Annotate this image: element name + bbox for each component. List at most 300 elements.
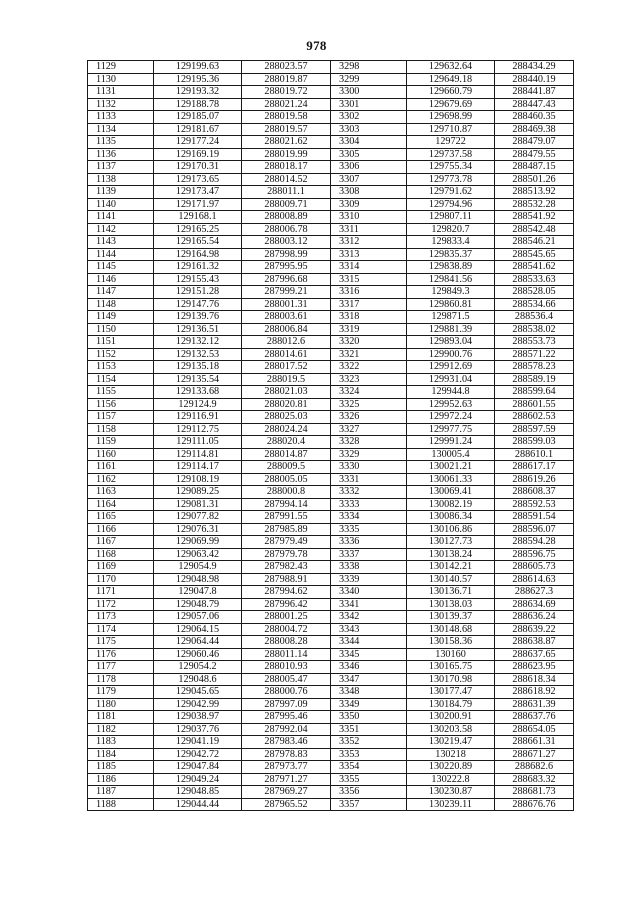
table-row xyxy=(88,173,574,186)
y-coordinate-cell: 288006.78 xyxy=(242,223,331,236)
y-coordinate-cell: 288618.34 xyxy=(495,673,574,686)
y-coordinate-cell: 287979.78 xyxy=(242,548,331,561)
point-number-cell: 3310 xyxy=(331,211,407,224)
y-coordinate-cell: 288682.6 xyxy=(495,761,574,774)
x-coordinate-cell: 129737.58 xyxy=(407,148,495,161)
y-coordinate-cell: 288434.29 xyxy=(495,61,574,74)
point-number-cell: 3331 xyxy=(331,473,407,486)
point-number-cell: 3355 xyxy=(331,773,407,786)
x-coordinate-cell: 129135.54 xyxy=(154,373,242,386)
y-coordinate-cell: 288479.55 xyxy=(495,148,574,161)
y-coordinate-cell: 287996.68 xyxy=(242,273,331,286)
point-number-cell: 3334 xyxy=(331,511,407,524)
y-coordinate-cell: 288545.65 xyxy=(495,248,574,261)
point-number-cell: 1169 xyxy=(88,561,154,574)
point-number-cell: 3300 xyxy=(331,86,407,99)
x-coordinate-cell: 129188.78 xyxy=(154,98,242,111)
point-number-cell: 3329 xyxy=(331,448,407,461)
x-coordinate-cell: 129037.76 xyxy=(154,723,242,736)
point-number-cell: 3344 xyxy=(331,636,407,649)
point-number-cell: 3352 xyxy=(331,736,407,749)
point-number-cell: 3323 xyxy=(331,373,407,386)
x-coordinate-cell: 129047.84 xyxy=(154,761,242,774)
table-row xyxy=(88,423,574,436)
table-row xyxy=(88,698,574,711)
x-coordinate-cell: 130082.19 xyxy=(407,498,495,511)
point-number-cell: 1151 xyxy=(88,336,154,349)
y-coordinate-cell: 288021.62 xyxy=(242,136,331,149)
y-coordinate-cell: 287999.21 xyxy=(242,286,331,299)
y-coordinate-cell: 288631.39 xyxy=(495,698,574,711)
point-number-cell: 3325 xyxy=(331,398,407,411)
x-coordinate-cell: 130148.68 xyxy=(407,623,495,636)
point-number-cell: 3351 xyxy=(331,723,407,736)
point-number-cell: 3317 xyxy=(331,298,407,311)
point-number-cell: 3318 xyxy=(331,311,407,324)
table-row xyxy=(88,436,574,449)
x-coordinate-cell: 130005.4 xyxy=(407,448,495,461)
y-coordinate-cell: 287991.55 xyxy=(242,511,331,524)
point-number-cell: 3302 xyxy=(331,111,407,124)
point-number-cell: 3339 xyxy=(331,573,407,586)
y-coordinate-cell: 288589.19 xyxy=(495,373,574,386)
point-number-cell: 1161 xyxy=(88,461,154,474)
y-coordinate-cell: 288591.54 xyxy=(495,511,574,524)
y-coordinate-cell: 288513.92 xyxy=(495,186,574,199)
y-coordinate-cell: 288003.12 xyxy=(242,236,331,249)
y-coordinate-cell: 288602.53 xyxy=(495,411,574,424)
x-coordinate-cell: 129841.56 xyxy=(407,273,495,286)
table-row xyxy=(88,373,574,386)
table-row xyxy=(88,598,574,611)
x-coordinate-cell: 129045.65 xyxy=(154,686,242,699)
y-coordinate-cell: 288010.93 xyxy=(242,661,331,674)
x-coordinate-cell: 129185.07 xyxy=(154,111,242,124)
x-coordinate-cell: 130069.41 xyxy=(407,486,495,499)
point-number-cell: 3314 xyxy=(331,261,407,274)
table-row xyxy=(88,711,574,724)
x-coordinate-cell: 130222.8 xyxy=(407,773,495,786)
y-coordinate-cell: 287973.77 xyxy=(242,761,331,774)
y-coordinate-cell: 288634.69 xyxy=(495,598,574,611)
x-coordinate-cell: 129972.24 xyxy=(407,411,495,424)
x-coordinate-cell: 129064.15 xyxy=(154,623,242,636)
point-number-cell: 1181 xyxy=(88,711,154,724)
table-row xyxy=(88,448,574,461)
x-coordinate-cell: 129135.18 xyxy=(154,361,242,374)
y-coordinate-cell: 288608.37 xyxy=(495,486,574,499)
y-coordinate-cell: 288533.63 xyxy=(495,273,574,286)
point-number-cell: 3327 xyxy=(331,423,407,436)
y-coordinate-cell: 288020.81 xyxy=(242,398,331,411)
y-coordinate-cell: 288596.75 xyxy=(495,548,574,561)
y-coordinate-cell: 288681.73 xyxy=(495,786,574,799)
x-coordinate-cell: 129111.05 xyxy=(154,436,242,449)
point-number-cell: 1144 xyxy=(88,248,154,261)
table-row xyxy=(88,536,574,549)
y-coordinate-cell: 288020.4 xyxy=(242,436,331,449)
table-row xyxy=(88,323,574,336)
point-number-cell: 1131 xyxy=(88,86,154,99)
y-coordinate-cell: 288019.57 xyxy=(242,123,331,136)
x-coordinate-cell: 129132.12 xyxy=(154,336,242,349)
point-number-cell: 3299 xyxy=(331,73,407,86)
x-coordinate-cell: 129199.63 xyxy=(154,61,242,74)
table-row xyxy=(88,461,574,474)
point-number-cell: 1186 xyxy=(88,773,154,786)
y-coordinate-cell: 287998.99 xyxy=(242,248,331,261)
table-row xyxy=(88,586,574,599)
y-coordinate-cell: 288599.64 xyxy=(495,386,574,399)
x-coordinate-cell: 129139.76 xyxy=(154,311,242,324)
x-coordinate-cell: 129164.98 xyxy=(154,248,242,261)
coordinates-table-body xyxy=(88,61,574,811)
table-row xyxy=(88,298,574,311)
table-row xyxy=(88,123,574,136)
point-number-cell: 1134 xyxy=(88,123,154,136)
point-number-cell: 1140 xyxy=(88,198,154,211)
x-coordinate-cell: 129048.85 xyxy=(154,786,242,799)
point-number-cell: 1167 xyxy=(88,536,154,549)
x-coordinate-cell: 129698.99 xyxy=(407,111,495,124)
point-number-cell: 1136 xyxy=(88,148,154,161)
point-number-cell: 1158 xyxy=(88,423,154,436)
point-number-cell: 1150 xyxy=(88,323,154,336)
x-coordinate-cell: 129048.98 xyxy=(154,573,242,586)
table-row xyxy=(88,636,574,649)
y-coordinate-cell: 288012.6 xyxy=(242,336,331,349)
y-coordinate-cell: 288009.5 xyxy=(242,461,331,474)
y-coordinate-cell: 287978.83 xyxy=(242,748,331,761)
table-row xyxy=(88,573,574,586)
point-number-cell: 3349 xyxy=(331,698,407,711)
x-coordinate-cell: 129900.76 xyxy=(407,348,495,361)
x-coordinate-cell: 129136.51 xyxy=(154,323,242,336)
y-coordinate-cell: 288017.52 xyxy=(242,361,331,374)
point-number-cell: 3298 xyxy=(331,61,407,74)
x-coordinate-cell: 129931.04 xyxy=(407,373,495,386)
table-row xyxy=(88,798,574,811)
y-coordinate-cell: 288639.22 xyxy=(495,623,574,636)
x-coordinate-cell: 129173.65 xyxy=(154,173,242,186)
y-coordinate-cell: 287982.43 xyxy=(242,561,331,574)
x-coordinate-cell: 129133.68 xyxy=(154,386,242,399)
point-number-cell: 1155 xyxy=(88,386,154,399)
y-coordinate-cell: 288683.32 xyxy=(495,773,574,786)
y-coordinate-cell: 287995.95 xyxy=(242,261,331,274)
point-number-cell: 1176 xyxy=(88,648,154,661)
y-coordinate-cell: 287995.46 xyxy=(242,711,331,724)
table-row xyxy=(88,623,574,636)
point-number-cell: 1184 xyxy=(88,748,154,761)
point-number-cell: 1162 xyxy=(88,473,154,486)
y-coordinate-cell: 288018.17 xyxy=(242,161,331,174)
point-number-cell: 1141 xyxy=(88,211,154,224)
x-coordinate-cell: 129871.5 xyxy=(407,311,495,324)
y-coordinate-cell: 288578.23 xyxy=(495,361,574,374)
y-coordinate-cell: 288005.05 xyxy=(242,473,331,486)
x-coordinate-cell: 130203.58 xyxy=(407,723,495,736)
table-row xyxy=(88,98,574,111)
table-row xyxy=(88,186,574,199)
point-number-cell: 1137 xyxy=(88,161,154,174)
y-coordinate-cell: 287994.62 xyxy=(242,586,331,599)
y-coordinate-cell: 288601.55 xyxy=(495,398,574,411)
table-row xyxy=(88,761,574,774)
x-coordinate-cell: 129171.97 xyxy=(154,198,242,211)
y-coordinate-cell: 288014.61 xyxy=(242,348,331,361)
x-coordinate-cell: 129944.8 xyxy=(407,386,495,399)
x-coordinate-cell: 129170.31 xyxy=(154,161,242,174)
point-number-cell: 1157 xyxy=(88,411,154,424)
point-number-cell: 1147 xyxy=(88,286,154,299)
y-coordinate-cell: 288000.8 xyxy=(242,486,331,499)
point-number-cell: 1149 xyxy=(88,311,154,324)
table-row xyxy=(88,661,574,674)
y-coordinate-cell: 288623.95 xyxy=(495,661,574,674)
point-number-cell: 1166 xyxy=(88,523,154,536)
point-number-cell: 3306 xyxy=(331,161,407,174)
table-row xyxy=(88,386,574,399)
y-coordinate-cell: 288546.21 xyxy=(495,236,574,249)
x-coordinate-cell: 129860.81 xyxy=(407,298,495,311)
point-number-cell: 3346 xyxy=(331,661,407,674)
table-row xyxy=(88,648,574,661)
y-coordinate-cell: 288541.92 xyxy=(495,211,574,224)
point-number-cell: 3315 xyxy=(331,273,407,286)
x-coordinate-cell: 130158.36 xyxy=(407,636,495,649)
x-coordinate-cell: 129132.53 xyxy=(154,348,242,361)
x-coordinate-cell: 130170.98 xyxy=(407,673,495,686)
point-number-cell: 3330 xyxy=(331,461,407,474)
y-coordinate-cell: 288019.58 xyxy=(242,111,331,124)
point-number-cell: 3333 xyxy=(331,498,407,511)
x-coordinate-cell: 129042.72 xyxy=(154,748,242,761)
y-coordinate-cell: 288011.14 xyxy=(242,648,331,661)
x-coordinate-cell: 129173.47 xyxy=(154,186,242,199)
y-coordinate-cell: 288023.57 xyxy=(242,61,331,74)
x-coordinate-cell: 129063.42 xyxy=(154,548,242,561)
point-number-cell: 3321 xyxy=(331,348,407,361)
x-coordinate-cell: 129049.24 xyxy=(154,773,242,786)
x-coordinate-cell: 129089.25 xyxy=(154,486,242,499)
x-coordinate-cell: 129076.31 xyxy=(154,523,242,536)
x-coordinate-cell: 129054.9 xyxy=(154,561,242,574)
point-number-cell: 1177 xyxy=(88,661,154,674)
y-coordinate-cell: 288019.87 xyxy=(242,73,331,86)
point-number-cell: 1143 xyxy=(88,236,154,249)
table-row xyxy=(88,473,574,486)
point-number-cell: 3305 xyxy=(331,148,407,161)
x-coordinate-cell: 130219.47 xyxy=(407,736,495,749)
y-coordinate-cell: 288479.07 xyxy=(495,136,574,149)
y-coordinate-cell: 288532.28 xyxy=(495,198,574,211)
y-coordinate-cell: 288487.15 xyxy=(495,161,574,174)
table-row xyxy=(88,336,574,349)
table-row xyxy=(88,211,574,224)
table-row xyxy=(88,498,574,511)
x-coordinate-cell: 129833.4 xyxy=(407,236,495,249)
x-coordinate-cell: 129893.04 xyxy=(407,336,495,349)
x-coordinate-cell: 129048.6 xyxy=(154,673,242,686)
table-row xyxy=(88,286,574,299)
y-coordinate-cell: 288614.63 xyxy=(495,573,574,586)
y-coordinate-cell: 287996.42 xyxy=(242,598,331,611)
y-coordinate-cell: 288536.4 xyxy=(495,311,574,324)
table-row xyxy=(88,236,574,249)
table-row xyxy=(88,748,574,761)
point-number-cell: 3303 xyxy=(331,123,407,136)
point-number-cell: 1135 xyxy=(88,136,154,149)
y-coordinate-cell: 288005.47 xyxy=(242,673,331,686)
x-coordinate-cell: 129791.62 xyxy=(407,186,495,199)
x-coordinate-cell: 129155.43 xyxy=(154,273,242,286)
x-coordinate-cell: 130177.47 xyxy=(407,686,495,699)
y-coordinate-cell: 288638.87 xyxy=(495,636,574,649)
x-coordinate-cell: 130138.24 xyxy=(407,548,495,561)
table-row xyxy=(88,523,574,536)
x-coordinate-cell: 129054.2 xyxy=(154,661,242,674)
x-coordinate-cell: 129112.75 xyxy=(154,423,242,436)
x-coordinate-cell: 129722 xyxy=(407,136,495,149)
point-number-cell: 3307 xyxy=(331,173,407,186)
x-coordinate-cell: 130139.37 xyxy=(407,611,495,624)
y-coordinate-cell: 288008.28 xyxy=(242,636,331,649)
x-coordinate-cell: 130218 xyxy=(407,748,495,761)
x-coordinate-cell: 129147.76 xyxy=(154,298,242,311)
y-coordinate-cell: 288619.26 xyxy=(495,473,574,486)
point-number-cell: 1168 xyxy=(88,548,154,561)
point-number-cell: 1175 xyxy=(88,636,154,649)
y-coordinate-cell: 288553.73 xyxy=(495,336,574,349)
x-coordinate-cell: 129835.37 xyxy=(407,248,495,261)
point-number-cell: 1164 xyxy=(88,498,154,511)
y-coordinate-cell: 288440.19 xyxy=(495,73,574,86)
y-coordinate-cell: 288636.24 xyxy=(495,611,574,624)
point-number-cell: 1159 xyxy=(88,436,154,449)
point-number-cell: 1170 xyxy=(88,573,154,586)
table-row xyxy=(88,136,574,149)
y-coordinate-cell: 288019.5 xyxy=(242,373,331,386)
x-coordinate-cell: 129047.8 xyxy=(154,586,242,599)
point-number-cell: 3354 xyxy=(331,761,407,774)
point-number-cell: 1153 xyxy=(88,361,154,374)
point-number-cell: 3309 xyxy=(331,198,407,211)
point-number-cell: 3350 xyxy=(331,711,407,724)
y-coordinate-cell: 288014.87 xyxy=(242,448,331,461)
table-row xyxy=(88,361,574,374)
y-coordinate-cell: 288534.66 xyxy=(495,298,574,311)
point-number-cell: 1187 xyxy=(88,786,154,799)
x-coordinate-cell: 129044.44 xyxy=(154,798,242,811)
table-row xyxy=(88,86,574,99)
y-coordinate-cell: 288003.61 xyxy=(242,311,331,324)
x-coordinate-cell: 129114.17 xyxy=(154,461,242,474)
point-number-cell: 1145 xyxy=(88,261,154,274)
point-number-cell: 3353 xyxy=(331,748,407,761)
table-row xyxy=(88,248,574,261)
x-coordinate-cell: 130136.71 xyxy=(407,586,495,599)
y-coordinate-cell: 288596.07 xyxy=(495,523,574,536)
y-coordinate-cell: 287985.89 xyxy=(242,523,331,536)
table-row xyxy=(88,273,574,286)
point-number-cell: 3342 xyxy=(331,611,407,624)
x-coordinate-cell: 129114.81 xyxy=(154,448,242,461)
point-number-cell: 1180 xyxy=(88,698,154,711)
x-coordinate-cell: 130021.21 xyxy=(407,461,495,474)
table-row xyxy=(88,311,574,324)
y-coordinate-cell: 288541.62 xyxy=(495,261,574,274)
x-coordinate-cell: 129060.46 xyxy=(154,648,242,661)
coordinates-table xyxy=(87,60,574,811)
x-coordinate-cell: 129679.69 xyxy=(407,98,495,111)
point-number-cell: 3340 xyxy=(331,586,407,599)
table-row xyxy=(88,223,574,236)
y-coordinate-cell: 288001.31 xyxy=(242,298,331,311)
point-number-cell: 1156 xyxy=(88,398,154,411)
y-coordinate-cell: 288610.1 xyxy=(495,448,574,461)
x-coordinate-cell: 129181.67 xyxy=(154,123,242,136)
point-number-cell: 3304 xyxy=(331,136,407,149)
x-coordinate-cell: 129165.54 xyxy=(154,236,242,249)
point-number-cell: 1178 xyxy=(88,673,154,686)
y-coordinate-cell: 288000.76 xyxy=(242,686,331,699)
x-coordinate-cell: 130160 xyxy=(407,648,495,661)
x-coordinate-cell: 129794.96 xyxy=(407,198,495,211)
point-number-cell: 1154 xyxy=(88,373,154,386)
x-coordinate-cell: 129881.39 xyxy=(407,323,495,336)
x-coordinate-cell: 129116.91 xyxy=(154,411,242,424)
table-row xyxy=(88,61,574,74)
y-coordinate-cell: 288501.26 xyxy=(495,173,574,186)
x-coordinate-cell: 129161.32 xyxy=(154,261,242,274)
point-number-cell: 1165 xyxy=(88,511,154,524)
point-number-cell: 1132 xyxy=(88,98,154,111)
point-number-cell: 3316 xyxy=(331,286,407,299)
point-number-cell: 3312 xyxy=(331,236,407,249)
point-number-cell: 3320 xyxy=(331,336,407,349)
x-coordinate-cell: 130184.79 xyxy=(407,698,495,711)
x-coordinate-cell: 129991.24 xyxy=(407,436,495,449)
point-number-cell: 3335 xyxy=(331,523,407,536)
table-row xyxy=(88,111,574,124)
point-number-cell: 1172 xyxy=(88,598,154,611)
table-row xyxy=(88,561,574,574)
y-coordinate-cell: 287965.52 xyxy=(242,798,331,811)
y-coordinate-cell: 288004.72 xyxy=(242,623,331,636)
y-coordinate-cell: 287971.27 xyxy=(242,773,331,786)
point-number-cell: 1152 xyxy=(88,348,154,361)
point-number-cell: 1160 xyxy=(88,448,154,461)
y-coordinate-cell: 288528.05 xyxy=(495,286,574,299)
point-number-cell: 1163 xyxy=(88,486,154,499)
y-coordinate-cell: 287969.27 xyxy=(242,786,331,799)
point-number-cell: 1138 xyxy=(88,173,154,186)
y-coordinate-cell: 288594.28 xyxy=(495,536,574,549)
x-coordinate-cell: 130200.91 xyxy=(407,711,495,724)
y-coordinate-cell: 288571.22 xyxy=(495,348,574,361)
table-row xyxy=(88,611,574,624)
y-coordinate-cell: 288447.43 xyxy=(495,98,574,111)
y-coordinate-cell: 288024.24 xyxy=(242,423,331,436)
x-coordinate-cell: 129195.36 xyxy=(154,73,242,86)
x-coordinate-cell: 129151.28 xyxy=(154,286,242,299)
point-number-cell: 3338 xyxy=(331,561,407,574)
x-coordinate-cell: 129169.19 xyxy=(154,148,242,161)
x-coordinate-cell: 130220.89 xyxy=(407,761,495,774)
point-number-cell: 3332 xyxy=(331,486,407,499)
y-coordinate-cell: 288605.73 xyxy=(495,561,574,574)
